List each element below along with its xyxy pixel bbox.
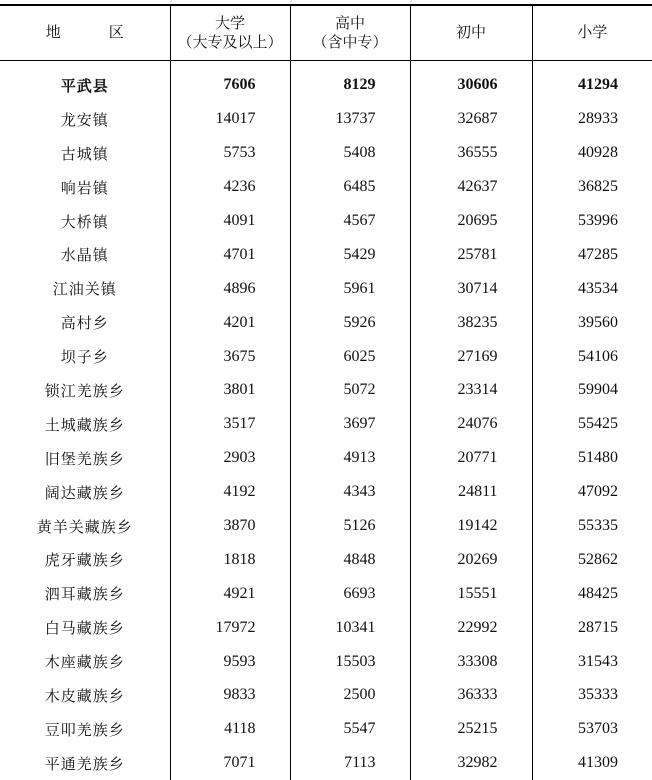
cell-high-school: 5126 xyxy=(290,509,410,543)
header-region: 地 区 xyxy=(0,5,170,60)
cell-university: 5753 xyxy=(170,136,290,170)
cell-university: 9833 xyxy=(170,679,290,713)
cell-university: 3675 xyxy=(170,340,290,374)
cell-high-school: 5429 xyxy=(290,238,410,272)
table-row xyxy=(0,712,652,746)
table-row-total xyxy=(0,60,652,102)
header-high-school xyxy=(290,5,410,60)
cell-region: 锁江羌族乡 xyxy=(44,381,125,400)
table-row xyxy=(0,475,652,509)
cell-primary: 28715 xyxy=(532,611,652,645)
cell-high-school: 2500 xyxy=(290,679,410,713)
cell-region: 水晶镇 xyxy=(60,246,109,265)
cell-junior-high: 42637 xyxy=(410,170,532,204)
table-row xyxy=(0,509,652,543)
cell-university: 2903 xyxy=(170,441,290,475)
cell-university: 4921 xyxy=(170,577,290,611)
cell-high-school: 10341 xyxy=(290,611,410,645)
cell-university: 3517 xyxy=(170,407,290,441)
cell-university: 4118 xyxy=(170,712,290,746)
cell-high-school: 15503 xyxy=(290,645,410,679)
cell-region: 泗耳藏族乡 xyxy=(44,585,125,604)
table-row xyxy=(0,407,652,441)
cell-high-school: 5961 xyxy=(290,272,410,306)
table-row xyxy=(0,272,652,306)
table-row xyxy=(0,340,652,374)
cell-high-school: 3697 xyxy=(290,407,410,441)
cell-region: 大桥镇 xyxy=(60,212,109,231)
header-junior-high: 初中 xyxy=(410,5,532,60)
cell-primary: 47285 xyxy=(532,238,652,272)
cell-primary: 41309 xyxy=(532,746,652,780)
cell-university: 17972 xyxy=(170,611,290,645)
cell-junior-high: 30606 xyxy=(410,60,532,102)
cell-region: 木座藏族乡 xyxy=(44,653,125,672)
cell-high-school: 5072 xyxy=(290,374,410,408)
cell-junior-high: 38235 xyxy=(410,306,532,340)
cell-junior-high: 19142 xyxy=(410,509,532,543)
table-row xyxy=(0,170,652,204)
cell-region: 阔达藏族乡 xyxy=(44,483,125,502)
cell-junior-high: 20695 xyxy=(410,204,532,238)
cell-primary: 39560 xyxy=(532,306,652,340)
cell-university: 3870 xyxy=(170,509,290,543)
education-table xyxy=(0,4,652,780)
cell-primary: 53703 xyxy=(532,712,652,746)
cell-high-school: 4913 xyxy=(290,441,410,475)
cell-university: 4236 xyxy=(170,170,290,204)
cell-junior-high: 32982 xyxy=(410,746,532,780)
cell-junior-high: 36555 xyxy=(410,136,532,170)
header-primary: 小学 xyxy=(532,5,652,60)
cell-primary: 31543 xyxy=(532,645,652,679)
cell-junior-high: 25215 xyxy=(410,712,532,746)
table-row xyxy=(0,204,652,238)
cell-university: 14017 xyxy=(170,102,290,136)
cell-region: 木皮藏族乡 xyxy=(44,686,125,705)
header-high-school-note: （含中专） xyxy=(312,32,388,51)
cell-high-school: 7113 xyxy=(290,746,410,780)
cell-university: 3801 xyxy=(170,374,290,408)
cell-primary: 55425 xyxy=(532,407,652,441)
cell-university: 4896 xyxy=(170,272,290,306)
header-high-school-title: 高中 xyxy=(334,13,365,32)
cell-region: 虎牙藏族乡 xyxy=(44,551,125,570)
cell-high-school: 6485 xyxy=(290,170,410,204)
cell-high-school: 5926 xyxy=(290,306,410,340)
cell-region: 豆叩羌族乡 xyxy=(44,720,125,739)
table-row xyxy=(0,441,652,475)
cell-university: 4701 xyxy=(170,238,290,272)
cell-university: 4091 xyxy=(170,204,290,238)
table-header xyxy=(0,5,652,60)
cell-junior-high: 25781 xyxy=(410,238,532,272)
cell-junior-high: 23314 xyxy=(410,374,532,408)
cell-university: 7071 xyxy=(170,746,290,780)
cell-junior-high: 33308 xyxy=(410,645,532,679)
header-university-note: （大专及以上） xyxy=(177,32,283,51)
header-row xyxy=(0,5,652,60)
cell-high-school: 13737 xyxy=(290,102,410,136)
cell-high-school: 5408 xyxy=(290,136,410,170)
cell-primary: 47092 xyxy=(532,475,652,509)
cell-junior-high: 30714 xyxy=(410,272,532,306)
cell-high-school: 6693 xyxy=(290,577,410,611)
cell-primary: 52862 xyxy=(532,543,652,577)
cell-region: 江油关镇 xyxy=(52,280,117,299)
cell-primary: 40928 xyxy=(532,136,652,170)
cell-junior-high: 20771 xyxy=(410,441,532,475)
cropped-unit-note xyxy=(494,0,644,3)
cell-university: 9593 xyxy=(170,645,290,679)
cell-high-school: 8129 xyxy=(290,60,410,102)
table-row xyxy=(0,746,652,780)
cell-region: 响岩镇 xyxy=(60,178,109,197)
cell-region: 古城镇 xyxy=(60,144,109,163)
cell-university: 7606 xyxy=(170,60,290,102)
cell-junior-high: 36333 xyxy=(410,679,532,713)
cell-primary: 35333 xyxy=(532,679,652,713)
cell-primary: 54106 xyxy=(532,340,652,374)
cell-junior-high: 15551 xyxy=(410,577,532,611)
cell-primary: 55335 xyxy=(532,509,652,543)
cell-region: 平武县 xyxy=(60,76,109,95)
cell-region: 高村乡 xyxy=(60,314,109,333)
cell-primary: 53996 xyxy=(532,204,652,238)
table-row xyxy=(0,645,652,679)
cell-high-school: 4343 xyxy=(290,475,410,509)
table-row xyxy=(0,102,652,136)
cell-region: 土城藏族乡 xyxy=(44,415,125,434)
cell-high-school: 5547 xyxy=(290,712,410,746)
table-row xyxy=(0,238,652,272)
cell-university: 1818 xyxy=(170,543,290,577)
cell-junior-high: 24811 xyxy=(410,475,532,509)
cell-junior-high: 32687 xyxy=(410,102,532,136)
cell-university: 4201 xyxy=(170,306,290,340)
table-row xyxy=(0,306,652,340)
cell-primary: 48425 xyxy=(532,577,652,611)
cell-region: 坝子乡 xyxy=(60,348,109,367)
cell-university: 4192 xyxy=(170,475,290,509)
cell-region: 龙安镇 xyxy=(60,110,109,129)
cell-region: 黄羊关藏族乡 xyxy=(36,517,133,536)
cell-junior-high: 24076 xyxy=(410,407,532,441)
cell-primary: 41294 xyxy=(532,60,652,102)
table-row xyxy=(0,543,652,577)
cell-high-school: 4567 xyxy=(290,204,410,238)
cell-region: 旧堡羌族乡 xyxy=(44,449,125,468)
table-row xyxy=(0,577,652,611)
cell-primary: 43534 xyxy=(532,272,652,306)
cell-primary: 59904 xyxy=(532,374,652,408)
cell-junior-high: 27169 xyxy=(410,340,532,374)
table-body xyxy=(0,60,652,780)
table-row xyxy=(0,611,652,645)
table-row xyxy=(0,679,652,713)
cell-region: 平通羌族乡 xyxy=(44,754,125,773)
cell-junior-high: 20269 xyxy=(410,543,532,577)
cell-region: 白马藏族乡 xyxy=(44,619,125,638)
cell-primary: 36825 xyxy=(532,170,652,204)
cell-high-school: 6025 xyxy=(290,340,410,374)
table-row xyxy=(0,374,652,408)
cell-primary: 28933 xyxy=(532,102,652,136)
cell-junior-high: 22992 xyxy=(410,611,532,645)
header-university-title: 大学 xyxy=(214,13,245,32)
header-university xyxy=(170,5,290,60)
cell-high-school: 4848 xyxy=(290,543,410,577)
cell-primary: 51480 xyxy=(532,441,652,475)
table-row xyxy=(0,136,652,170)
